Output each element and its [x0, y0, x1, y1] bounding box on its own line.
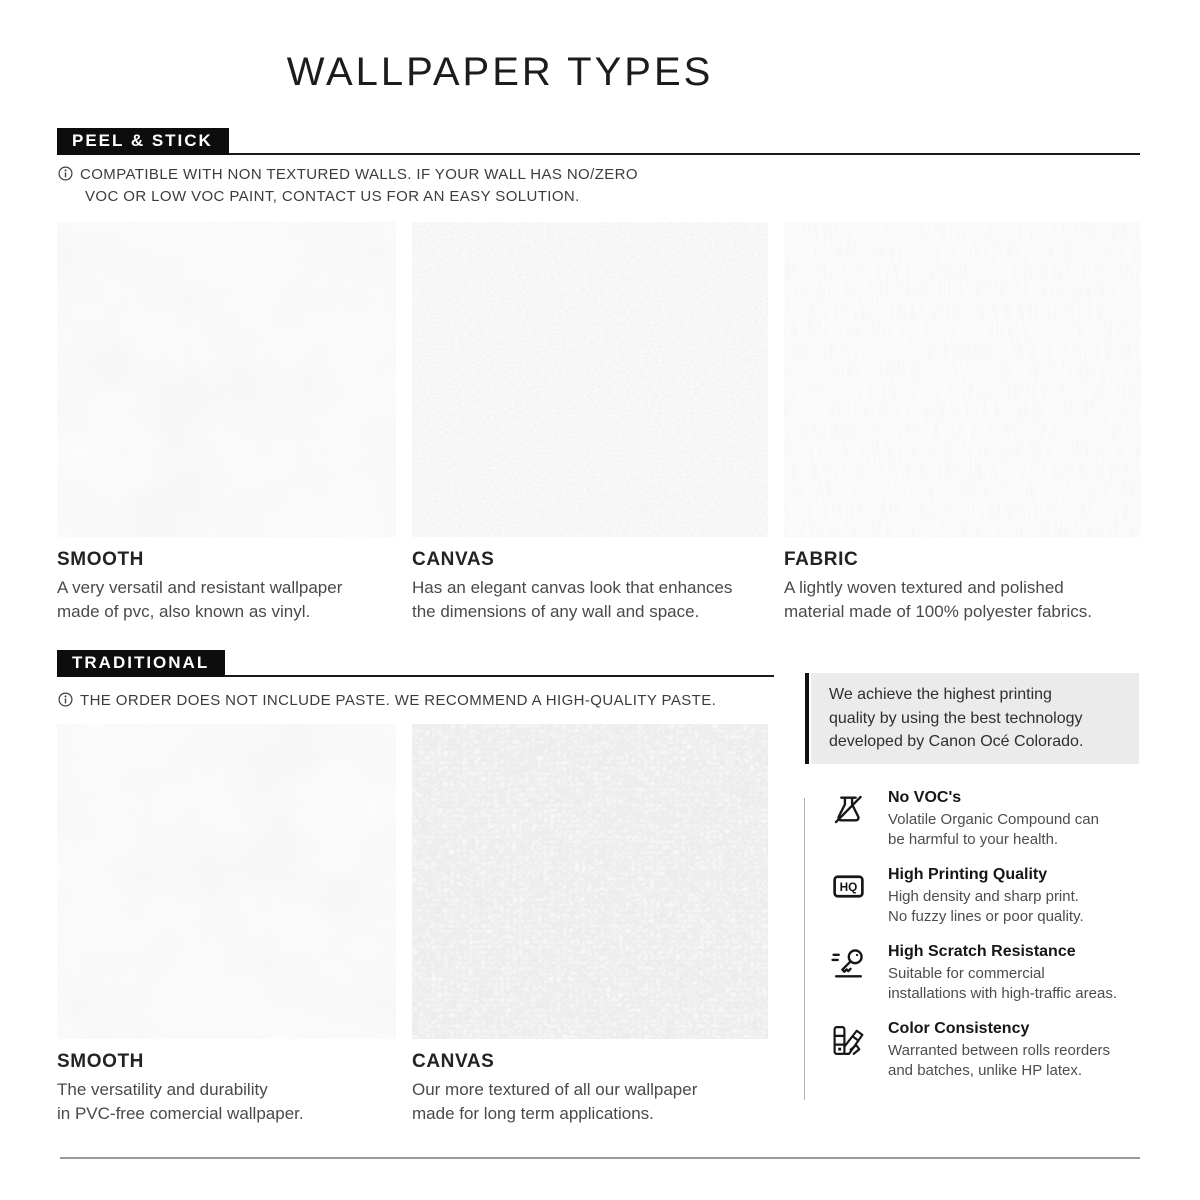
feature-high-scratch-resistance — [830, 943, 1160, 1004]
bottom-divider — [60, 1157, 1140, 1159]
feature-desc-line: be harmful to your health. — [888, 831, 1059, 848]
section-header-peel-stick — [57, 128, 1140, 155]
section-header-traditional — [57, 650, 774, 677]
quote-line: We achieve the highest printing — [829, 686, 1052, 704]
swatch-canvas-peel — [412, 222, 768, 537]
swatch-title: CANVAS — [412, 1051, 495, 1072]
info-icon — [58, 692, 73, 707]
hq-badge-text: HQ — [839, 880, 858, 895]
swatch-desc-line: Has an elegant canvas look that enhances — [412, 578, 733, 597]
feature-desc-line: No fuzzy lines or poor quality. — [888, 908, 1084, 925]
feature-desc-line: Volatile Organic Compound can — [888, 811, 1099, 828]
swatch-title: SMOOTH — [57, 549, 144, 570]
feature-no-voc — [830, 789, 1160, 850]
swatch-cell-smooth-traditional — [57, 724, 396, 1125]
feature-title: High Printing Quality — [888, 866, 1048, 883]
feature-title: No VOC's — [888, 789, 962, 806]
feature-description — [888, 810, 1099, 850]
features-list — [830, 789, 1160, 1097]
swatch-description — [57, 1078, 396, 1125]
swatch-desc-line: the dimensions of any wall and space. — [412, 601, 700, 621]
swatch-description — [412, 1078, 768, 1125]
rough-canvas-texture-image — [412, 724, 768, 1039]
section-rule — [229, 153, 1140, 155]
swatch-desc-line: The versatility and durability — [57, 1080, 268, 1099]
swatch-desc-line: material made of 100% polyester fabrics. — [784, 601, 1093, 621]
swatch-desc-line: A very versatil and resistant wallpaper — [57, 578, 343, 597]
traditional-note — [58, 690, 716, 712]
swatch-title: SMOOTH — [57, 1051, 144, 1072]
hq-badge-icon — [830, 866, 870, 927]
feature-title: Color Consistency — [888, 1020, 1030, 1037]
quote-line: developed by Canon Océ Colorado. — [829, 733, 1084, 751]
swatch-desc-line: made for long term applications. — [412, 1103, 654, 1123]
swatch-title: FABRIC — [784, 549, 859, 570]
quote-accent-bar — [805, 673, 809, 764]
section-label-traditional: TRADITIONAL — [57, 650, 225, 677]
swatch-desc-line: A lightly woven textured and polished — [784, 578, 1064, 597]
feature-text — [888, 789, 1099, 850]
traditional-swatch-row — [57, 724, 768, 1125]
note-text — [80, 164, 638, 207]
feature-text — [888, 1020, 1110, 1081]
swatch-smooth-peel — [57, 222, 396, 537]
swatch-desc-line: Our more textured of all our wallpaper — [412, 1080, 698, 1099]
color-swatch-fan-icon — [830, 1020, 870, 1081]
smooth-texture-image — [57, 724, 396, 1039]
feature-title: High Scratch Resistance — [888, 943, 1076, 960]
note-text — [80, 690, 716, 712]
feature-high-printing-quality — [830, 866, 1160, 927]
swatch-desc-line: made of pvc, also known as vinyl. — [57, 601, 311, 621]
swatch-cell-smooth-peel — [57, 222, 396, 623]
features-left-rule — [804, 798, 805, 1100]
smooth-texture-image — [57, 222, 396, 537]
swatch-title: CANVAS — [412, 549, 495, 570]
feature-description — [888, 964, 1117, 1004]
feature-desc-line: installations with high-traffic areas. — [888, 985, 1117, 1002]
section-label-peel-stick: PEEL & STICK — [57, 128, 229, 155]
feature-text — [888, 866, 1084, 927]
swatch-fabric-peel — [784, 222, 1141, 537]
note-line-1: COMPATIBLE WITH NON TEXTURED WALLS. IF YOUR WALL HAS NO/ZERO — [80, 166, 638, 183]
no-voc-flask-icon — [830, 789, 870, 850]
peel-stick-note — [58, 164, 638, 207]
swatch-description — [784, 576, 1141, 623]
section-rule — [225, 675, 774, 677]
quote-line: quality by using the best technology — [829, 709, 1083, 727]
note-line-1: THE ORDER DOES NOT INCLUDE PASTE. WE RECOMMEND A HIGH-QUALITY PASTE. — [80, 692, 717, 709]
swatch-cell-fabric-peel — [784, 222, 1141, 623]
note-line-2: VOC OR LOW VOC PAINT, CONTACT US FOR AN EASY SOLUTION. — [85, 187, 580, 205]
feature-desc-line: Warranted between rolls reorders — [888, 1042, 1111, 1059]
scratch-key-icon — [830, 943, 870, 1004]
page-title: WALLPAPER TYPES — [286, 50, 714, 94]
feature-desc-line: Suitable for commercial — [888, 965, 1045, 982]
peel-stick-swatch-row — [57, 222, 1141, 623]
swatch-desc-line: in PVC-free comercial wallpaper. — [57, 1103, 304, 1123]
printing-quality-quote — [811, 673, 1139, 764]
swatch-cell-canvas-peel — [412, 222, 768, 623]
feature-desc-line: High density and sharp print. — [888, 888, 1079, 905]
swatch-canvas-traditional — [412, 724, 768, 1039]
feature-desc-line: and batches, unlike HP latex. — [888, 1062, 1083, 1079]
canvas-texture-image — [412, 222, 768, 537]
feature-text — [888, 943, 1117, 1004]
feature-color-consistency — [830, 1020, 1160, 1081]
feature-description — [888, 887, 1084, 927]
feature-description — [888, 1041, 1110, 1081]
swatch-description — [412, 576, 768, 623]
fabric-texture-image — [784, 222, 1141, 537]
swatch-description — [57, 576, 396, 623]
swatch-cell-canvas-traditional — [412, 724, 768, 1125]
info-icon — [58, 166, 73, 181]
swatch-smooth-traditional — [57, 724, 396, 1039]
